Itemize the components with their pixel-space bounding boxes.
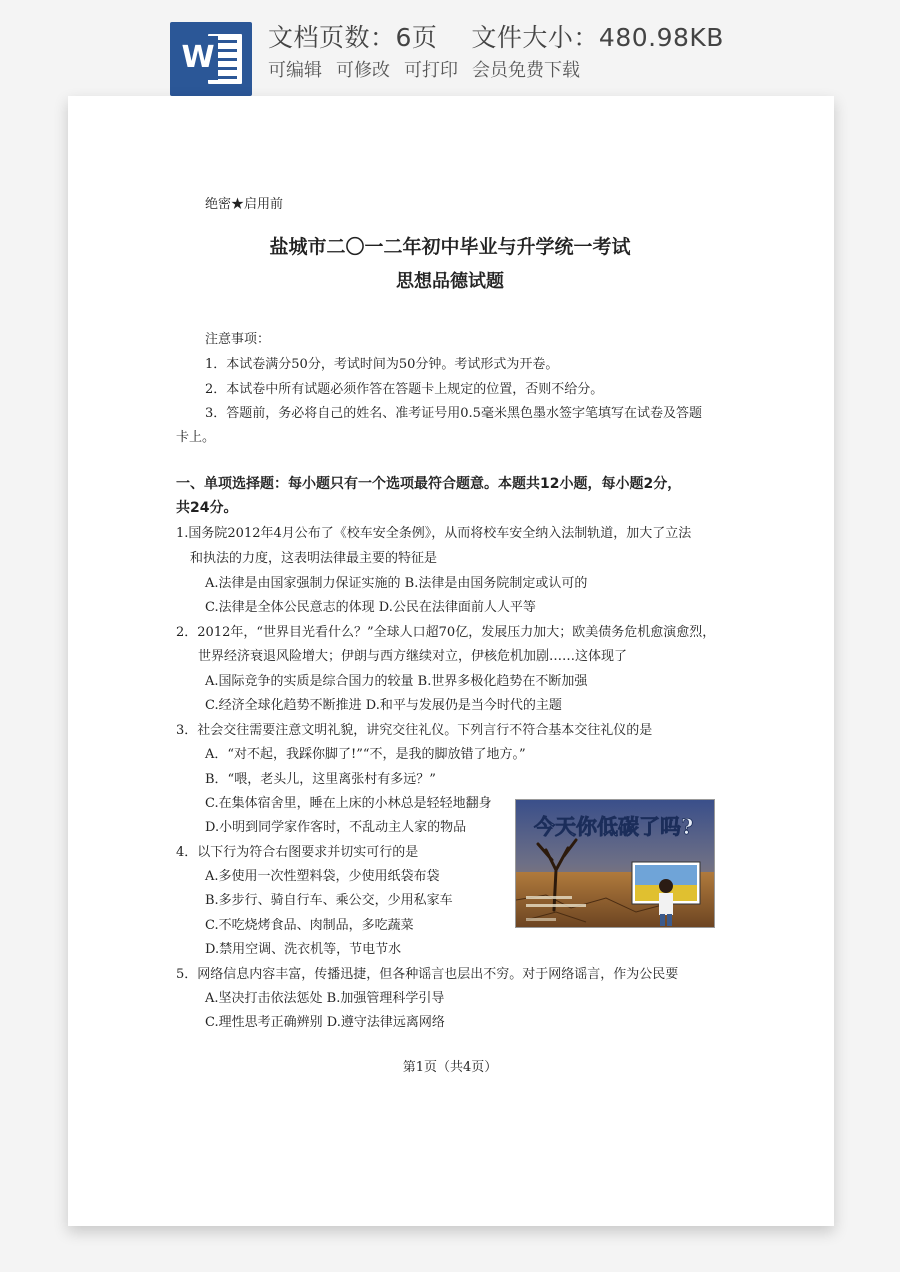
question-3-option-d: D.小明到同学家作客时，不乱动主人家的物品 xyxy=(205,820,467,835)
question-5-options: A.坚决打击依法惩处 B.加强管理科学引导 xyxy=(205,991,445,1006)
note-item: 1．本试卷满分50分，考试时间为50分钟。考试形式为开卷。 xyxy=(205,357,559,372)
note-item: 3．答题前，务必将自己的姓名、准考证号用0.5毫米黑色墨水签字笔填写在试卷及答题 xyxy=(205,406,702,421)
question-2-continued: 世界经济衰退风险增大；伊朗与西方继续对立，伊核危机加剧……这体现了 xyxy=(198,649,628,664)
exam-title: 盐城市二〇一二年初中毕业与升学统一考试 xyxy=(269,236,631,258)
question-4-option-c: C.不吃烧烤食品、肉制品，多吃蔬菜 xyxy=(205,918,414,933)
note-item: 2．本试卷中所有试题必须作答在答题卡上规定的位置，否则不给分。 xyxy=(205,382,604,397)
question-1-options: A.法律是由国家强制力保证实施的 B.法律是由国务院制定或认可的 xyxy=(205,576,588,591)
page-count: 文档页数：6页 xyxy=(268,23,438,52)
feature-free-download: 会员免费下载 xyxy=(472,60,580,81)
question-3-option-b: B．“喂，老头儿，这里离张村有多远？” xyxy=(205,772,436,787)
question-4-option-b: B.多步行、骑自行车、乘公交，少用私家车 xyxy=(205,893,453,908)
feature-editable: 可编辑 xyxy=(268,60,322,81)
question-3: 3．社会交往需要注意文明礼貌，讲究交往礼仪。下列言行不符合基本交往礼仪的是 xyxy=(176,723,653,738)
note-item-continued: 卡上。 xyxy=(176,430,216,445)
word-logo-letter: W xyxy=(178,36,218,80)
question-5: 5．网络信息内容丰富，传播迅捷，但各种谣言也层出不穷。对于网络谣言，作为公民要 xyxy=(176,967,679,982)
poster-slogan: 今天你低碳了吗? xyxy=(534,814,694,839)
exam-subtitle: 思想品德试题 xyxy=(396,271,504,292)
word-document-icon xyxy=(170,22,252,96)
confidential-mark: 绝密★启用前 xyxy=(205,197,284,212)
question-4-option-d: D.禁用空调、洗衣机等，节电节水 xyxy=(205,942,402,957)
page-footer: 第1页（共4页） xyxy=(402,1060,498,1075)
question-1: 1.国务院2012年4月公布了《校车安全条例》，从而将校车安全纳入法制轨道，加大了立法 xyxy=(176,526,692,541)
section-heading: 一、单项选择题：每小题只有一个选项最符合题意。本题共12小题，每小题2分， xyxy=(176,476,682,492)
question-1-continued: 和执法的力度，这表明法律最主要的特征是 xyxy=(190,551,438,566)
question-2: 2．2012年，“世界目光看什么？”全球人口超70亿，发展压力加大；欧美债务危机愈演愈烈， xyxy=(176,625,716,640)
question-3-option-c: C.在集体宿舍里，睡在上床的小林总是轻轻地翻身 xyxy=(205,796,492,811)
question-1-options: C.法律是全体公民意志的体现 D.公民在法律面前人人平等 xyxy=(205,600,536,615)
download-banner xyxy=(0,0,900,96)
low-carbon-poster-image xyxy=(515,799,715,928)
question-4: 4．以下行为符合右图要求并切实可行的是 xyxy=(176,845,419,860)
feature-list xyxy=(268,56,580,82)
section-heading-continued: 共24分。 xyxy=(176,500,238,516)
feature-modifiable: 可修改 xyxy=(336,60,390,81)
file-info xyxy=(268,18,724,54)
question-5-options: C.理性思考正确辨别 D.遵守法律远离网络 xyxy=(205,1015,445,1030)
question-3-option-a: A．“对不起，我踩你脚了!”“不，是我的脚放错了地方。” xyxy=(205,747,526,762)
file-size: 文件大小：480.98KB xyxy=(471,23,724,52)
question-2-options: C.经济全球化趋势不断推进 D.和平与发展仍是当今时代的主题 xyxy=(205,698,562,713)
feature-printable: 可打印 xyxy=(404,60,458,81)
question-2-options: A.国际竞争的实质是综合国力的较量 B.世界多极化趋势在不断加强 xyxy=(205,674,588,689)
question-4-option-a: A.多使用一次性塑料袋，少使用纸袋布袋 xyxy=(205,869,440,884)
notes-heading: 注意事项： xyxy=(205,332,271,347)
